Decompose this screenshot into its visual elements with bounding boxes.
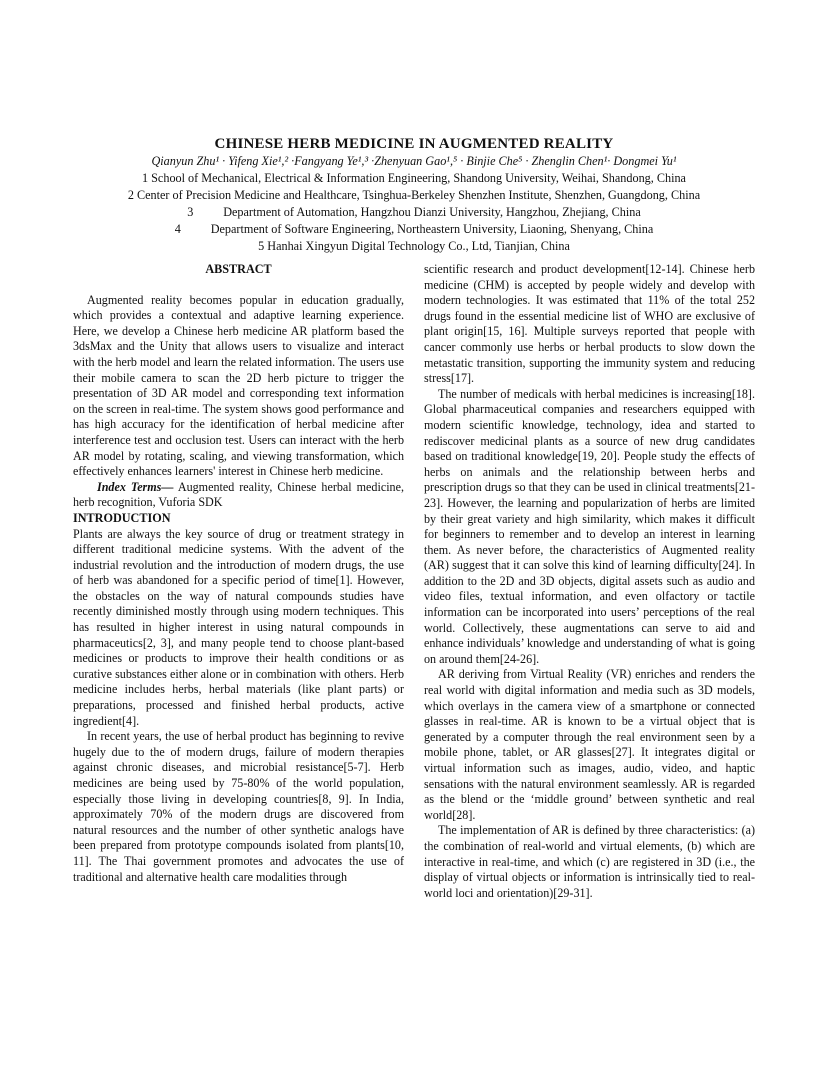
index-terms-lead: Index Terms— [97,479,174,494]
affiliation-text: 1 School of Mechanical, Electrical & Information Engineering, Shandong University, Weihai, Shandong, China [142,171,686,185]
intro-paragraph-3: scientific research and product development[12-14]. Chinese herb medicine (CHM) is accepted by people widely and develop with modern technologies. It was estimated that 11% of the total 252 drugs found in the essential medicine list of WHO are exclusive of plant origin[15, 16]. Multiple surveys reported that people with cancer commonly use herbs or herbal products to slow down the metastatic transition, supporting the immunity system and reducing stress[17]. [424,262,755,386]
index-terms-text: Augmented reality, Chinese herbal medicine, herb recognition, Vuforia SDK [73,479,404,510]
intro-paragraph-5: AR deriving from Virtual Reality (VR) enriches and renders the real world with digital information and media such as 3D models, which overlays in the camera view of a smartphone or connected glasses in real-time. AR is known to be a virtual object that is generated by a computer through the real environment seen by a mobile phone, tablet, or AR glasses[27]. It integrates digital or virtual information such as images, audio, video, and haptic sensations with the natural environment seamlessly. AR is regarded as the blend or the ‘middle ground’ between synthetic and real world[28]. [424,667,755,822]
introduction-heading: INTRODUCTION [73,510,171,525]
right-column [424,262,755,901]
affiliation-number: 3 [187,205,194,219]
left-column [73,262,404,885]
paper-header [0,135,828,255]
abstract-heading: ABSTRACT [205,262,272,276]
affiliation-2 [0,187,828,204]
affiliation-number: 4 [174,222,181,236]
abstract-body: Augmented reality becomes popular in education gradually, which provides a contextual and adaptive learning experience. Here, we develop a Chinese herb medicine AR platform based the 3dsMax and the Unity that allows users to visualize and interact with the herb model and learn the related information. The users use their mobile camera to scan the 2D herb picture to trigger the presentation of 3D AR model and corresponding text information on the screen in real-time. The system shows good performance and has high accuracy for the identification of herbal medicine after interference test and occlusion test. Users can interact with the herb AR model by rotating, scaling, and viewing transformation, which effectively enhances learners' interest in Chinese herb medicine. [73,292,404,479]
author-list: Qianyun Zhu¹ · Yifeng Xie¹,² ·Fangyang Ye¹,³ ·Zhenyuan Gao¹,⁵ · Binjie Che⁵ · Zhenglin Chen¹· Dongmei Yu¹ [151,154,677,168]
intro-paragraph-2: In recent years, the use of herbal product has beginning to revive hugely due to the of modern drugs, failure of modern therapies against chronic diseases, and microbial resistance[5-7]. Herb medicines are being used by 75-80% of the world population, especially those living in developing countries[8, 9]. In India, approximately 70% of the modern drugs are discovered from natural resources and the number of other synthetic analogs have been prepared from prototype compounds isolated from plants[10, 11]. The Thai government promotes and advocates the use of traditional and alternative health care modalities through [73,729,404,884]
intro-paragraph-6: The implementation of AR is defined by three characteristics: (a) the combination of real-world and virtual elements, (b) which are interactive in real-time, and which (c) are registered in 3D (i.e., the display of virtual objects or information is intrinsically tied to real-world loci and orientation)[29-31]. [424,823,755,900]
intro-paragraph-1: Plants are always the key source of drug or treatment strategy in different traditional medicine systems. With the advent of the industrial revolution and the introduction of modern drugs, the use of herb was abandoned for a specific period of time[1]. However, the obstacles on the way of natural compounds studies have recently diminished mostly through using modern techniques. This has resulted in higher interest in using natural compounds in pharmaceutics[2, 3], and many people tend to choose plant-based medicines or products to improve their health conditions or as curative substances either alone or in combination with others. Herb medicine includes herbs, herbal materials (like plant parts) or preparations, processed and finished herbal products, active ingredient[4]. [73,526,404,728]
affiliation-text: 2 Center of Precision Medicine and Healthcare, Tsinghua-Berkeley Shenzhen Institute, Shenzhen, Guangdong, China [127,188,701,202]
affiliation-text: 5 Hanhai Xingyun Digital Technology Co., Ltd, Tianjian, China [258,239,570,253]
index-terms [73,480,404,511]
intro-paragraph-4: The number of medicals with herbal medicines is increasing[18]. Global pharmaceutical companies and researchers equipped with modern scientific knowledge, technology, idea and started to rediscover medicinal plants as a source of new drug candidates based on traditional knowledge[19, 20]. People study the effects of herbs on animals and the relationship between herbs and prescription drugs so that they can be used in clinical treatments[21-23]. However, the learning and popularization of herbs are limited by their great variety and high similarity, which makes it difficult for beginners to remember and to develop an interest in learning them. As never before, the characteristics of Augmented reality (AR) suggest that it can solve this kind of learning difficulty[24]. In addition to the 2D and 3D objects, digital assets such as audio and video files, textual information, and even olfactory or tactile information can be incorporated into users’ perceptions of the real world. Collectively, these augmentations can serve to aid and enhance individuals’ knowledge and understanding of what is going on around them[24-26]. [424,386,755,666]
affiliation-4 [0,221,828,238]
affiliation-text: Department of Software Engineering, Northeastern University, Liaoning, Shenyang, China [210,222,654,236]
affiliation-1 [0,170,828,187]
affiliation-3 [0,204,828,221]
affiliation-5 [0,238,828,255]
paper-title: CHINESE HERB MEDICINE IN AUGMENTED REALITY [214,136,614,152]
affiliation-text: Department of Automation, Hangzhou Dianzi University, Hangzhou, Zhejiang, China [223,205,641,219]
